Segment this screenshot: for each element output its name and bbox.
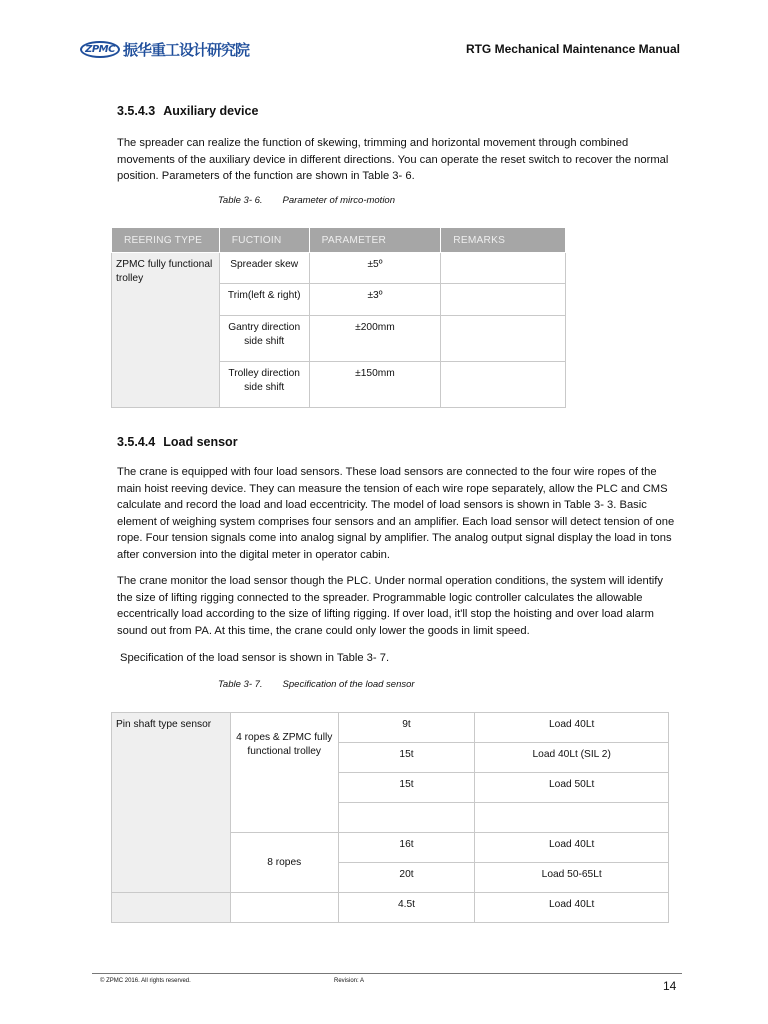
section-heading-aux <box>117 104 258 118</box>
load-paragraph-3: Specification of the load sensor is shown in Table 3- 7. <box>120 652 390 664</box>
section-title: Load sensor <box>163 435 238 449</box>
header-function: FUCTIOIN <box>219 228 309 253</box>
remarks-cell <box>441 362 566 408</box>
header-parameter: PARAMETER <box>309 228 441 253</box>
table-row <box>112 713 669 743</box>
capacity-cell: 9t <box>338 713 475 743</box>
capacity-cell: 15t <box>338 773 475 803</box>
company-name-cn: 振华重工设计研究院 <box>123 40 250 59</box>
sensor-type-cell: Pin shaft type sensor <box>112 713 231 893</box>
aux-paragraph: The spreader can realize the function of skewing, trimming and horizontal movement through combined movements of the auxiliary device in different directions. You can operate the reset switch to recover the normal position. Parameters of the function are shown in Table 3- 6. <box>117 137 669 182</box>
load-paragraph-1: The crane is equipped with four load sensors. These load sensors are connected to the four wire ropes of the main hoist reeving device. They can measure the tension of each wire rope separately, allow the PLC and CMS calculate and record the load and load eccentricity. The model of load sensors is shown in Table 3- 3. Basic element of weighing system comprises four sensors and an amplifier. Each load sensor will detect tension of one rope. Four tension signals come into analog signal by amplifier. The analog output signal display the load in tons after conversion into the digital meter in operator cabin. <box>117 466 675 561</box>
load-cell: Load 40Lt <box>475 713 669 743</box>
rope-group-cell: 8 ropes <box>230 833 338 893</box>
table-row <box>112 253 566 284</box>
function-cell: Spreader skew <box>219 253 309 284</box>
function-cell: Trim(left & right) <box>219 284 309 316</box>
caption-number: Table 3- 7. <box>218 679 263 690</box>
rope-group-cell: 4 ropes & ZPMC fully functional trolley <box>230 713 338 833</box>
sensor-type-cell-empty <box>112 893 231 923</box>
capacity-cell: 15t <box>338 743 475 773</box>
caption-number: Table 3- 6. <box>218 195 263 206</box>
load-cell <box>475 803 669 833</box>
table-caption-3-6 <box>218 195 395 206</box>
parameter-cell: ±5º <box>309 253 441 284</box>
footer-copyright: © ZPMC 2016. All rights reserved. <box>100 978 191 984</box>
load-paragraph-2: The crane monitor the load sensor though the PLC. Under normal operation conditions, the system will identify the size of lifting rigging connected to the spreader. Programmable logic controller calculates the allowable eccentrically load according to the size of lifting rigging. If over load, it'll stop the hoisting and over load alarm sound out from PA. At this time, the crane could only lower the goods in limit speed. <box>117 575 663 637</box>
capacity-cell <box>338 803 475 833</box>
rope-group-cell-empty <box>230 893 338 923</box>
table-header-row <box>112 228 566 253</box>
page-number: 14 <box>663 979 677 993</box>
capacity-cell: 16t <box>338 833 475 863</box>
capacity-cell: 4.5t <box>338 893 475 923</box>
table-caption-3-7 <box>218 679 415 690</box>
section-number: 3.5.4.4 <box>117 435 156 449</box>
section-heading-load <box>117 435 238 449</box>
parameter-cell: ±3º <box>309 284 441 316</box>
remarks-cell <box>441 284 566 316</box>
manual-title: RTG Mechanical Maintenance Manual <box>465 42 680 56</box>
section-title: Auxiliary device <box>163 104 259 118</box>
load-sensor-spec-table <box>111 712 669 923</box>
section-number: 3.5.4.3 <box>117 104 156 118</box>
load-cell: Load 40Lt <box>475 893 669 923</box>
header-reering-type: REERING TYPE <box>112 228 220 253</box>
caption-title: Parameter of mirco-motion <box>282 195 395 206</box>
footer-revision: Revision: A <box>334 978 365 984</box>
caption-title: Specification of the load sensor <box>282 679 415 690</box>
header-remarks: REMARKS <box>441 228 566 253</box>
function-cell: Trolley direction side shift <box>219 362 309 408</box>
footer-divider <box>92 973 682 974</box>
parameter-cell: ±150mm <box>309 362 441 408</box>
load-cell: Load 40Lt (SIL 2) <box>475 743 669 773</box>
zpmc-logo-mark: ZPMC <box>80 41 120 58</box>
capacity-cell: 20t <box>338 863 475 893</box>
parameter-cell: ±200mm <box>309 316 441 362</box>
table-row <box>112 893 669 923</box>
load-cell: Load 50Lt <box>475 773 669 803</box>
load-cell: Load 40Lt <box>475 833 669 863</box>
load-cell: Load 50-65Lt <box>475 863 669 893</box>
reering-type-cell: ZPMC fully functional trolley <box>112 253 220 408</box>
remarks-cell <box>441 253 566 284</box>
micro-motion-table <box>111 227 566 408</box>
company-logo <box>80 38 249 60</box>
function-cell: Gantry direction side shift <box>219 316 309 362</box>
remarks-cell <box>441 316 566 362</box>
